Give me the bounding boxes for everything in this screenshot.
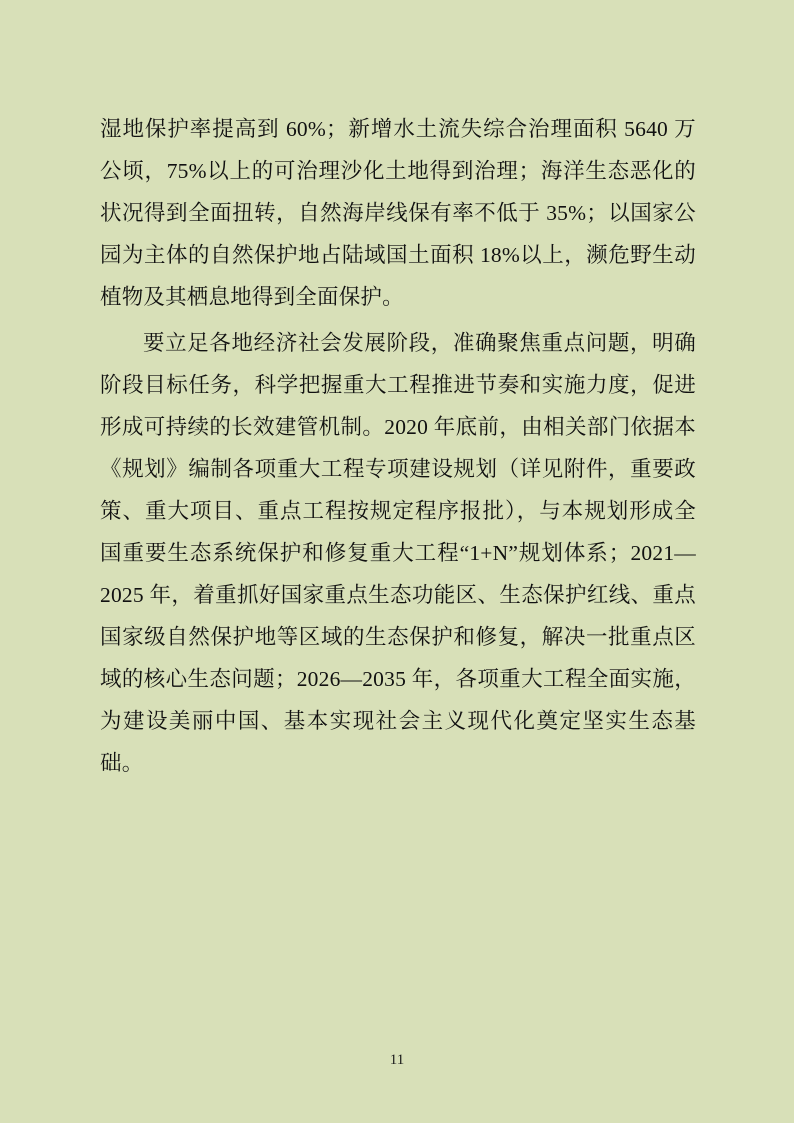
paragraph-implementation: 要立足各地经济社会发展阶段，准确聚焦重点问题，明确阶段目标任务，科学把握重大工程推进节奏和实施力度，促进形成可持续的长效建管机制。2020 年底前，由相关部门依据本《规划》编制各项重大工程专项建设规划（详见附件，重要政策、重大项目、重点工程按规定程序报批），与本规划形成全国重要生态系统保护和修复重大工程“1+N”规划体系；2021—2025 年，着重抓好国家重点生态功能区、生态保护红线、重点国家级自然保护地等区域的生态保护和修复，解决一批重点区域的核心生态问题；2026—2035 年，各项重大工程全面实施，为建设美丽中国、基本实现社会主义现代化奠定坚实生态基础。: [100, 331, 696, 775]
page-number: 11: [389, 1052, 405, 1068]
paragraph-goals: 湿地保护率提高到 60%；新增水土流失综合治理面积 5640 万公顷，75%以上的可治理沙化土地得到治理；海洋生态恶化的状况得到全面扭转，自然海岸线保有率不低于 35%；以国家公园为主体的自然保护地占陆域国土面积 18%以上，濒危野生动植物及其栖息地得到全面保护。: [100, 117, 696, 309]
page-body: [100, 108, 696, 784]
